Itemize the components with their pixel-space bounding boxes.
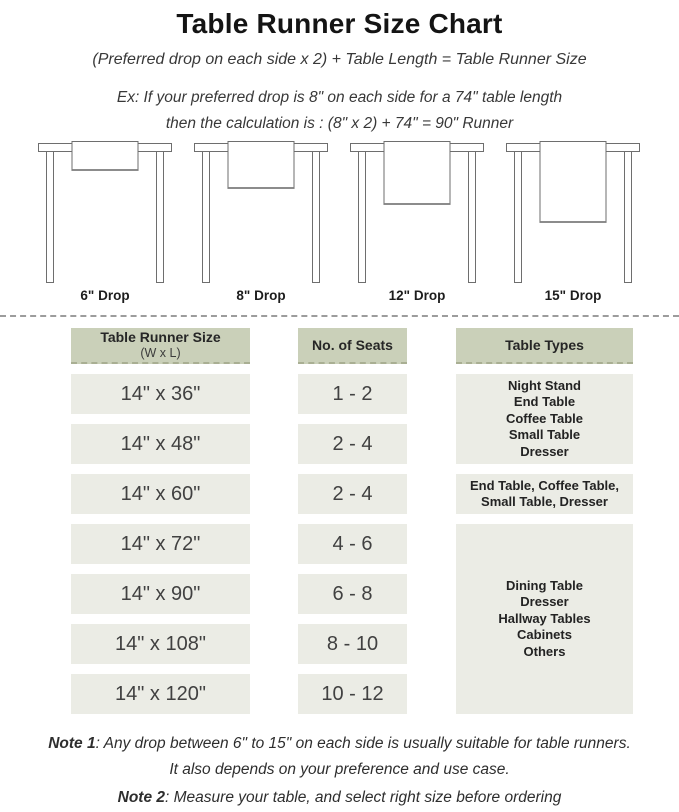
- table-runner-shape: [540, 141, 607, 223]
- table-types-line: Dining Table: [505, 577, 584, 593]
- table-leg-right: [468, 151, 476, 283]
- seats-cell: 8 - 10: [298, 624, 407, 664]
- table-figure: [38, 138, 172, 306]
- table-leg-right: [624, 151, 632, 283]
- runner-size-cell: 14" x 60": [71, 474, 250, 514]
- table-leg-left: [514, 151, 522, 283]
- note-1-text: : Any drop between 6" to 15" on each side is usually suitable for table runners.: [95, 735, 631, 752]
- column-header-runner-size-line2: (W x L): [140, 346, 181, 360]
- seats-cell: 10 - 12: [298, 674, 407, 714]
- page-title: Table Runner Size Chart: [176, 8, 503, 39]
- table-types-line: Dresser: [520, 594, 569, 610]
- table-types-line: Night Stand: [508, 377, 581, 393]
- table-types-line: Hallway Tables: [498, 610, 591, 626]
- table-types-line: Dresser: [520, 443, 569, 459]
- table-types-line: Coffee Table: [505, 410, 584, 426]
- formula-text: (Preferred drop on each side x 2) + Table Length = Table Runner Size: [92, 51, 587, 68]
- figure-drop-label: 6" Drop: [80, 288, 130, 303]
- figure-drop-label: 15" Drop: [544, 288, 602, 303]
- table-leg-right: [312, 151, 320, 283]
- runner-size-cell: 14" x 120": [71, 674, 250, 714]
- table-figure: [350, 138, 484, 306]
- note-2: [0, 785, 679, 811]
- table-leg-left: [358, 151, 366, 283]
- table-types-line: End Table, Coffee Table,: [469, 477, 620, 493]
- column-header-runner-size: [71, 328, 250, 364]
- table-types-line: Small Table: [508, 427, 581, 443]
- figure-drop-label: 8" Drop: [236, 288, 286, 303]
- seats-cell: 4 - 6: [298, 524, 407, 564]
- note-2-text: : Measure your table, and select right size before ordering: [165, 789, 562, 806]
- note-1: [0, 731, 679, 783]
- column-header-runner-size-line1: Table Runner Size: [100, 329, 221, 345]
- table-types-cell: [456, 374, 633, 464]
- seats-cell: 2 - 4: [298, 424, 407, 464]
- table-leg-right: [156, 151, 164, 283]
- note-1-label: Note 1: [48, 735, 96, 752]
- table-types-line: Others: [523, 643, 566, 659]
- table-leg-left: [202, 151, 210, 283]
- table-types-line: Small Table, Dresser: [481, 494, 608, 509]
- seats-cell: 6 - 8: [298, 574, 407, 614]
- table-leg-left: [46, 151, 54, 283]
- table-types-line: Cabinets: [517, 627, 572, 643]
- column-runner-size: [71, 328, 250, 714]
- table-figure: [194, 138, 328, 306]
- column-header-table-types: Table Types: [456, 328, 633, 364]
- seats-cell: 2 - 4: [298, 474, 407, 514]
- column-table-types: [456, 328, 633, 714]
- note-2-label: Note 2: [117, 789, 166, 806]
- example-line-1: Ex: If your preferred drop is 8" on each side for a 74" table length: [116, 89, 563, 106]
- runner-size-cell: 14" x 72": [71, 524, 250, 564]
- example-line-2: then the calculation is : (8" x 2) + 74" = 90" Runner: [165, 115, 514, 132]
- figure-drop-label: 12" Drop: [388, 288, 446, 303]
- seats-cell: 1 - 2: [298, 374, 407, 414]
- note-1-line-2: It also depends on your preference and use case.: [169, 761, 510, 778]
- table-types-cell: [456, 474, 633, 514]
- table-runner-shape: [72, 141, 139, 171]
- runner-size-cell: 14" x 48": [71, 424, 250, 464]
- runner-size-cell: 14" x 36": [71, 374, 250, 414]
- table-runner-shape: [384, 141, 451, 205]
- figures-row: [0, 138, 679, 306]
- table-types-cell: [456, 524, 633, 714]
- runner-size-cell: 14" x 108": [71, 624, 250, 664]
- table-figure: [506, 138, 640, 306]
- dashed-divider: [0, 315, 679, 317]
- table-types-line: End Table: [513, 394, 576, 410]
- column-seats: [298, 328, 407, 714]
- note-1-line-1: [0, 731, 679, 757]
- runner-size-cell: 14" x 90": [71, 574, 250, 614]
- column-header-seats: No. of Seats: [298, 328, 407, 364]
- example-text: [0, 85, 679, 137]
- table-runner-shape: [228, 141, 295, 189]
